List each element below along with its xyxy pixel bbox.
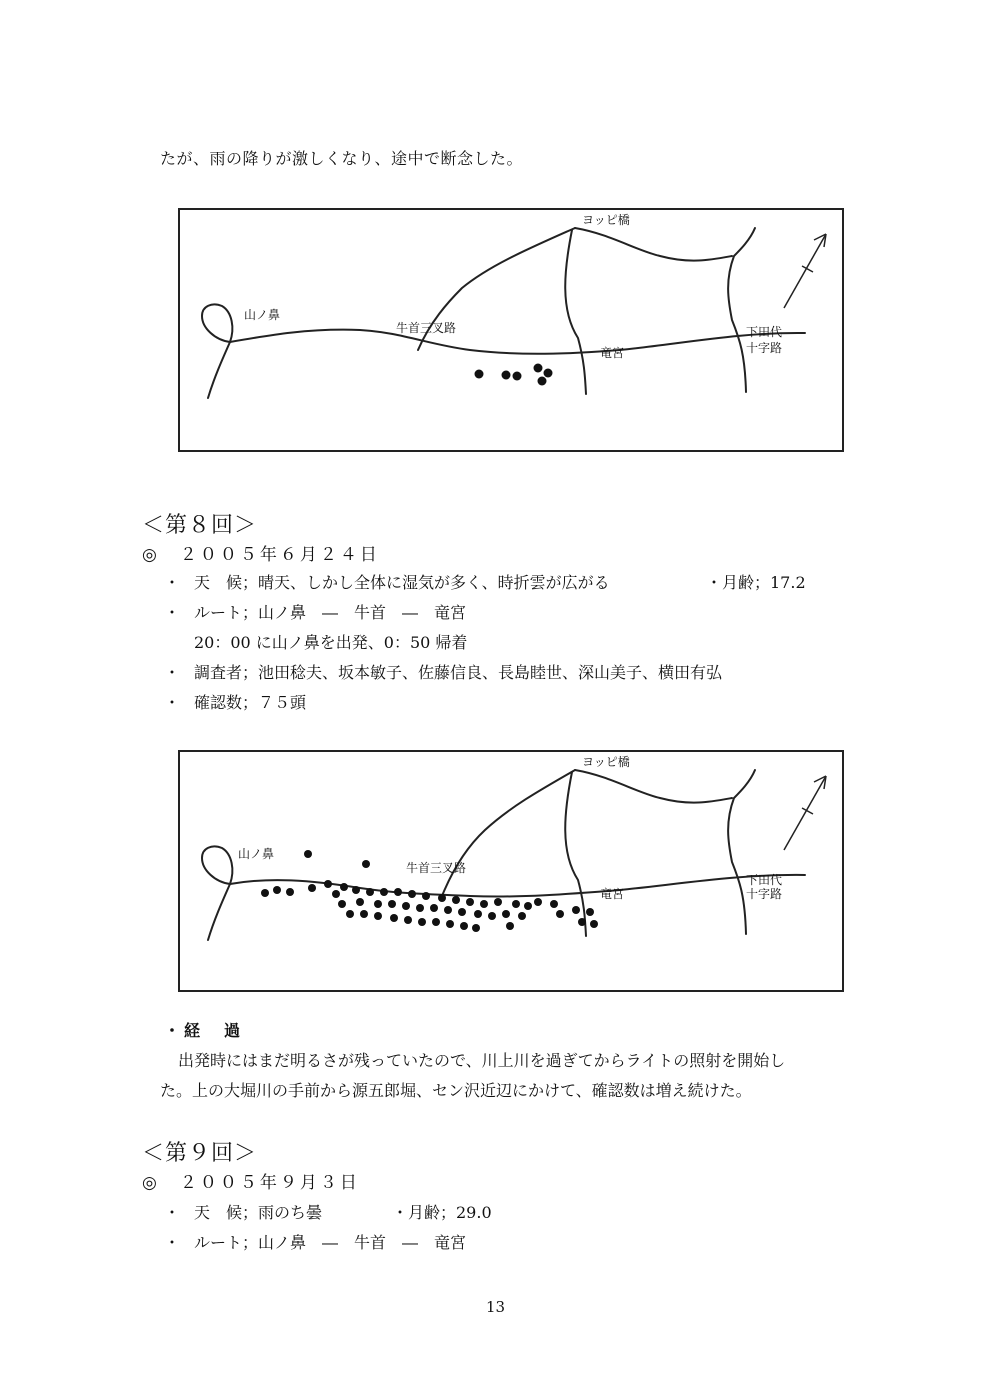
dot	[538, 377, 547, 386]
page-number: 13	[486, 1298, 506, 1316]
dot	[416, 904, 424, 912]
bullet: ・	[164, 663, 181, 682]
dot	[438, 894, 446, 902]
section8-moon-age: ・月齢；17.2	[706, 573, 806, 592]
dot	[402, 902, 410, 910]
section8-progress-title: ・経 過	[164, 1021, 245, 1040]
section8-surveyors: 調査者；池田稔夫、坂本敏子、佐藤信良、長島睦世、深山美子、横田有弘	[194, 663, 723, 682]
dot	[408, 890, 416, 898]
dot	[472, 924, 480, 932]
dot	[452, 896, 460, 904]
map-1-drawing	[180, 210, 842, 450]
dot	[430, 904, 438, 912]
dot	[388, 900, 396, 908]
dot	[458, 908, 466, 916]
dot	[446, 920, 454, 928]
section8-heading: ＜第８回＞	[142, 513, 258, 538]
label-ushikubi-junction: 牛首三叉路	[406, 861, 467, 875]
dot	[550, 900, 558, 908]
dot	[488, 912, 496, 920]
shimotashiro-road	[728, 770, 755, 934]
north-arrow-icon	[784, 776, 826, 850]
dot	[474, 910, 482, 918]
bullet: ・	[164, 573, 181, 592]
label-crossroads: 十字路	[746, 887, 783, 901]
dot	[308, 884, 316, 892]
section8-progress-line2: た。上の大堀川の手前から源五郎堀、セン沢近辺にかけて、確認数は増え続けた。	[160, 1081, 752, 1100]
dot	[494, 898, 502, 906]
map-2-drawing	[180, 752, 842, 990]
dot	[304, 850, 312, 858]
dot	[512, 900, 520, 908]
section9-weather: 天 候；雨のち曇	[194, 1203, 323, 1222]
dot	[556, 910, 564, 918]
label-yoppi-bridge: ヨッピ橋	[582, 213, 630, 227]
south-branch	[208, 342, 230, 398]
dot	[518, 912, 526, 920]
dot	[286, 888, 294, 896]
dot	[390, 914, 398, 922]
yoppi-road	[575, 228, 732, 261]
section8-time: 20：00 に山ノ鼻を出発、0：50 帰着	[194, 633, 468, 652]
section9-moon-age: ・月齢；29.0	[392, 1203, 492, 1222]
map-section8	[178, 750, 844, 992]
dot	[513, 372, 522, 381]
dot	[404, 916, 412, 924]
yamanohana-loop	[202, 304, 232, 342]
dot	[480, 900, 488, 908]
dot	[356, 898, 364, 906]
ryugu-road	[565, 230, 586, 394]
dot	[444, 906, 452, 914]
south-branch	[208, 884, 230, 940]
dot	[366, 888, 374, 896]
dot	[261, 889, 269, 897]
bullet: ・	[164, 1233, 181, 1252]
north-arrow-icon	[784, 234, 826, 308]
dot	[534, 898, 542, 906]
yoppi-road	[575, 770, 732, 803]
label-yamanohana: 山ノ鼻	[244, 308, 281, 322]
section9-heading: ＜第９回＞	[142, 1141, 258, 1166]
bullet: ・	[164, 1203, 181, 1222]
label-yamanohana: 山ノ鼻	[238, 847, 275, 861]
section8-count: 確認数；７５頭	[194, 693, 307, 712]
section8-weather: 天 候；晴天、しかし全体に湿気が多く、時折雲が広がる	[194, 573, 610, 592]
label-ryugu: 竜宮	[600, 887, 625, 901]
label-ryugu: 竜宮	[600, 346, 625, 360]
dot	[394, 888, 402, 896]
dot	[374, 900, 382, 908]
dot	[544, 369, 553, 378]
label-ushikubi-junction: 牛首三叉路	[396, 321, 457, 335]
dot	[572, 906, 580, 914]
dot	[273, 886, 281, 894]
section9-date: ◎ ２００５年９月３日	[142, 1173, 360, 1193]
dot	[502, 910, 510, 918]
shimotashiro-road	[728, 228, 755, 392]
map-previous-survey	[178, 208, 844, 452]
main-road	[230, 875, 805, 897]
section8-route: ルート；山ノ鼻 ― 牛首 ― 竜宮	[194, 603, 467, 622]
section8-date: ◎ ２００５年６月２４日	[142, 545, 380, 565]
dot	[360, 910, 368, 918]
section8-progress-line1: 出発時にはまだ明るさが残っていたので、川上川を過ぎてからライトの照射を開始し	[178, 1051, 786, 1070]
yamanohana-loop	[202, 846, 232, 884]
sighting-dots	[475, 364, 553, 386]
intro-text: たが、雨の降りが激しくなり、途中で断念した。	[160, 149, 524, 168]
dot	[506, 922, 514, 930]
dot	[374, 912, 382, 920]
dot	[418, 918, 426, 926]
ushikubi-road	[442, 770, 575, 896]
dot	[460, 922, 468, 930]
dot	[352, 886, 360, 894]
dot	[475, 370, 484, 379]
dot	[332, 890, 340, 898]
label-yoppi-bridge: ヨッピ橋	[582, 755, 630, 769]
dot	[362, 860, 370, 868]
bullet: ・	[164, 693, 181, 712]
dot	[340, 883, 348, 891]
dot	[578, 918, 586, 926]
label-crossroads: 十字路	[746, 341, 783, 355]
dot	[534, 364, 543, 373]
dot	[380, 888, 388, 896]
dot	[324, 880, 332, 888]
dot	[422, 892, 430, 900]
dot	[346, 910, 354, 918]
dot	[432, 918, 440, 926]
section9-route: ルート；山ノ鼻 ― 牛首 ― 竜宮	[194, 1233, 467, 1252]
label-shimotashiro: 下田代	[746, 873, 783, 887]
dot	[586, 908, 594, 916]
dot	[466, 898, 474, 906]
dot	[590, 920, 598, 928]
dot	[524, 902, 532, 910]
dot	[338, 900, 346, 908]
main-road	[230, 330, 805, 354]
dot	[502, 371, 511, 380]
bullet: ・	[164, 603, 181, 622]
label-shimotashiro: 下田代	[746, 325, 783, 339]
